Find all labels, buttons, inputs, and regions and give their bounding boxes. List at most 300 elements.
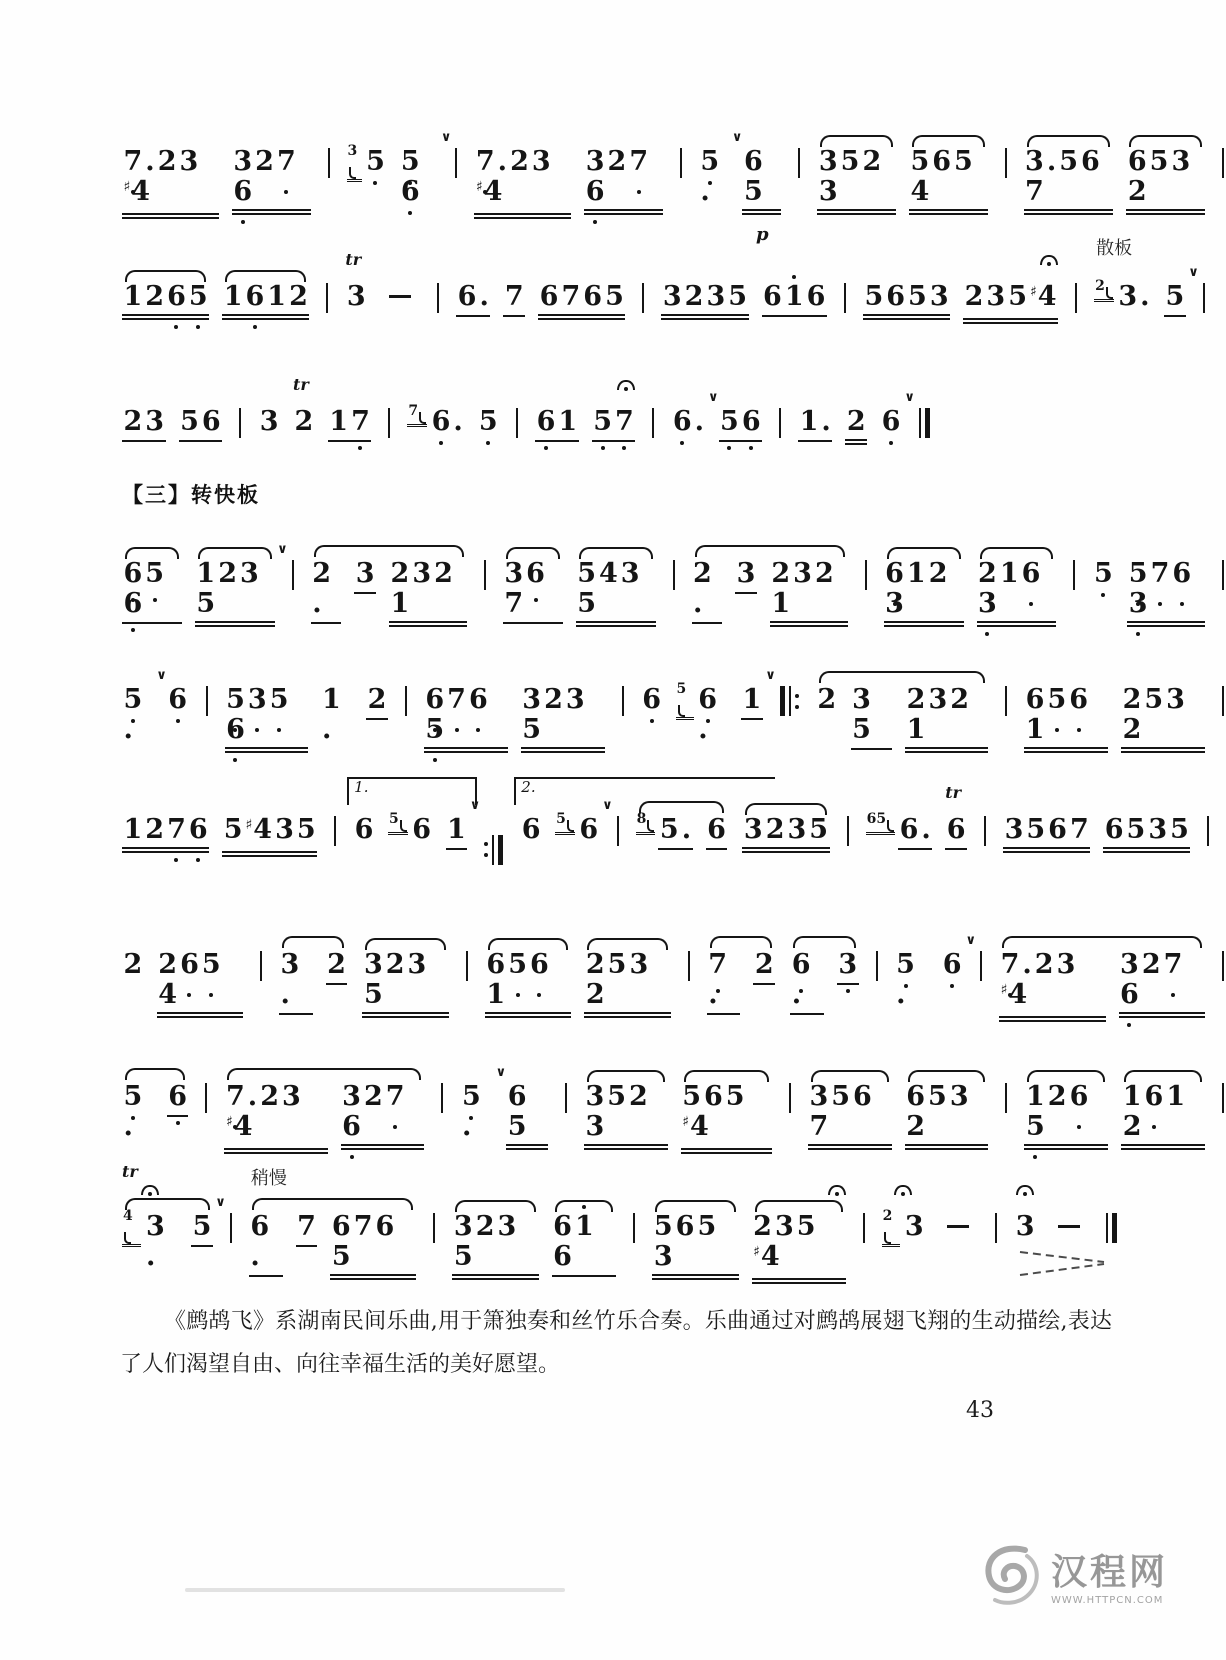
- note-digits: [1127, 559, 1205, 627]
- slur-arc: [125, 1068, 185, 1080]
- note-token: [279, 950, 313, 1015]
- barline: [686, 951, 692, 981]
- note-char: 3: [342, 1081, 361, 1112]
- note-char: 2: [145, 814, 165, 845]
- breath-mark: ∨: [904, 390, 915, 405]
- note-char: 7: [446, 685, 468, 715]
- grace-hook: [647, 820, 654, 832]
- note-token: [345, 250, 367, 312]
- note-digits: [321, 685, 354, 745]
- low-octave-dot: [1077, 1125, 1081, 1129]
- note-digits: [880, 407, 902, 437]
- note-char: 2: [385, 949, 405, 980]
- repeat-dot: [795, 694, 799, 698]
- barline: [787, 1083, 793, 1113]
- note-token: [191, 1195, 226, 1247]
- sharp-icon: ♯: [753, 1244, 760, 1260]
- low-octave-dot: [284, 190, 288, 194]
- note-char: .: [479, 281, 489, 312]
- note-token: [485, 950, 571, 1018]
- bar-thin: [617, 816, 619, 846]
- note-char: 6: [740, 407, 762, 437]
- barline: [403, 686, 409, 716]
- note-token: [762, 282, 827, 317]
- note-token: [503, 559, 563, 624]
- bar-thin: [437, 283, 439, 313]
- note-token: [636, 811, 693, 850]
- note-char: 3: [736, 558, 756, 589]
- note-token: [735, 559, 757, 594]
- measure-group: [224, 1082, 424, 1154]
- barline: [258, 951, 264, 981]
- note-char: 5: [607, 949, 627, 980]
- note-token: [122, 147, 219, 219]
- note-token: [851, 685, 893, 750]
- note-char: 5: [122, 1082, 144, 1112]
- note-char: 5: [1059, 146, 1079, 177]
- note-token: [157, 950, 243, 1018]
- note-char: 5: [910, 146, 930, 177]
- note-token: [122, 668, 167, 745]
- trill-mark: tr: [122, 1162, 138, 1181]
- dash-note: [389, 295, 411, 298]
- note-char: 2: [1141, 949, 1161, 980]
- repeat-dot: [795, 705, 799, 709]
- note-char: 5: [743, 176, 763, 207]
- note-token: [535, 407, 579, 442]
- sharp-icon: ♯: [475, 179, 483, 195]
- note-char: 3: [1148, 814, 1168, 845]
- note-char: ♯4: [753, 1241, 780, 1272]
- barline: [1220, 560, 1226, 590]
- measure-group: [692, 559, 848, 627]
- note-token: [1014, 1212, 1036, 1242]
- note-char: 5: [809, 814, 829, 845]
- note-token: [1126, 147, 1205, 215]
- barline: [514, 408, 520, 438]
- bar-thin: [789, 686, 791, 716]
- bar-thin: [1222, 686, 1224, 716]
- note-char: ♯4: [225, 1111, 253, 1142]
- slur-arc: [1002, 936, 1202, 948]
- note-digits: [538, 282, 625, 320]
- low-octave-dot: [1171, 993, 1175, 997]
- note-char: .: [123, 714, 133, 745]
- note-digits: [719, 407, 763, 442]
- grace-hook: [124, 1232, 131, 1244]
- barline: [439, 1083, 445, 1113]
- note-token: [817, 147, 896, 215]
- note-char: 6: [553, 1241, 572, 1272]
- note-char: ♯4: [1030, 281, 1057, 312]
- note-char: 4: [910, 176, 930, 207]
- note-char: 6: [707, 814, 726, 845]
- low-octave-dot: [196, 325, 200, 329]
- note-char: ♯4: [475, 176, 503, 207]
- note-digits: [790, 950, 824, 1015]
- note-char: 5: [507, 1111, 527, 1142]
- note-char: 1: [1122, 1081, 1142, 1112]
- barline: [678, 148, 684, 178]
- music-line-3: [122, 375, 932, 445]
- note-char: 3: [793, 558, 812, 589]
- note-char: 5: [399, 147, 421, 177]
- note-digits: [460, 1082, 493, 1142]
- measure-group: [1014, 1212, 1089, 1242]
- note-digits: [326, 950, 348, 985]
- note-char: 2: [312, 558, 332, 589]
- measure-group: [122, 407, 222, 442]
- bar-thick: [1112, 1213, 1117, 1243]
- note-token: [584, 1082, 668, 1150]
- note-char: 6: [704, 1081, 723, 1112]
- grace-hook: [887, 820, 894, 832]
- note-char: 3: [818, 176, 838, 207]
- note-char: 1: [799, 406, 819, 437]
- bar-thin: [980, 951, 982, 981]
- note-digits: [592, 407, 636, 442]
- note-token: [652, 1212, 738, 1280]
- note-char: 6: [412, 814, 431, 845]
- note-digits: [353, 815, 375, 845]
- bar-thin: [441, 1083, 443, 1113]
- bar-thin: [1073, 560, 1075, 590]
- note-char: 2: [629, 1081, 648, 1112]
- section-header: 【三】转快板: [122, 483, 260, 507]
- dash-note: [947, 1225, 969, 1228]
- barline: [863, 560, 869, 590]
- note-digits: [707, 950, 741, 1015]
- grace-note: 5: [676, 682, 694, 720]
- barline: [993, 1213, 999, 1243]
- note-digits: [641, 685, 663, 715]
- breath-mark: ∨: [1188, 265, 1199, 280]
- note-digits: [584, 147, 663, 215]
- note-char: 3: [280, 949, 300, 980]
- note-token: [446, 798, 481, 850]
- note-char: 3: [809, 1081, 829, 1112]
- measure-group: [1024, 147, 1205, 215]
- note-token: [122, 1162, 178, 1272]
- note-char: 3: [363, 949, 383, 980]
- measure-group: [1003, 815, 1190, 853]
- note-digits: [963, 282, 1058, 324]
- measure-group: [863, 282, 1058, 324]
- fermata-icon: [894, 1185, 912, 1195]
- measure-group: [311, 559, 467, 627]
- low-octave-dot: [1180, 602, 1184, 606]
- note-char: 1: [1025, 1081, 1045, 1112]
- slur-arc: [455, 1200, 535, 1212]
- note-char: 5: [653, 1211, 673, 1242]
- low-octave-dot: [889, 441, 893, 445]
- note-token: [474, 147, 571, 219]
- note-char: 5: [659, 814, 679, 845]
- note-digits: [157, 950, 243, 1018]
- bar-thin: [334, 816, 336, 846]
- note-token: [362, 950, 448, 1018]
- note-char: 3: [852, 684, 871, 715]
- barline: [482, 835, 505, 865]
- note-token: [741, 668, 776, 720]
- note-char: 2: [289, 281, 308, 312]
- bar-thin: [388, 408, 390, 438]
- note-token: [1003, 815, 1090, 853]
- note-char: 5: [728, 281, 748, 312]
- fermata-icon: [141, 1185, 159, 1195]
- note-char: .: [681, 814, 692, 845]
- note-char: .: [700, 176, 710, 207]
- note-digits: [249, 1212, 283, 1277]
- note-char: 6: [375, 1211, 395, 1242]
- note-char: 3: [1118, 281, 1138, 312]
- note-token: [866, 811, 933, 850]
- breath-mark: ∨: [965, 933, 977, 948]
- note-token: [506, 1082, 548, 1150]
- note-digits: [1003, 815, 1090, 853]
- low-octave-dot: [637, 190, 641, 194]
- note-token: [584, 950, 670, 1018]
- low-octave-dot: [153, 598, 157, 602]
- note-char: 2: [754, 949, 774, 980]
- low-octave-dot: [476, 728, 480, 732]
- repeat-dots: [484, 835, 488, 865]
- note-digits: [658, 815, 692, 850]
- low-octave-dot: [176, 719, 180, 723]
- note-char: 3: [787, 814, 807, 845]
- note-char: 5: [200, 950, 222, 980]
- note-digits: [661, 282, 748, 320]
- note-char: 6: [641, 685, 663, 715]
- barline: [1003, 1083, 1009, 1113]
- note-digits: [905, 1082, 989, 1150]
- note-token: [699, 130, 743, 207]
- note-token: [122, 282, 209, 320]
- fermata-icon: [1040, 255, 1058, 265]
- low-octave-dot: [277, 728, 281, 732]
- note-char: 2: [1122, 684, 1142, 715]
- note-char: 6: [535, 407, 557, 437]
- bar-thin: [492, 835, 494, 865]
- barline: [978, 951, 984, 981]
- grace-note: 2: [882, 1209, 901, 1247]
- note-char: .: [145, 146, 155, 177]
- note-char: 1: [123, 281, 143, 312]
- measure-group: [474, 147, 663, 219]
- low-octave-dot: [209, 993, 213, 997]
- barline: [620, 686, 626, 716]
- low-octave-dot: [1101, 593, 1105, 597]
- note-char: 5: [424, 715, 446, 745]
- note-char: 2: [390, 558, 410, 589]
- measure-group: [122, 668, 189, 745]
- note-char: 3: [565, 684, 585, 715]
- measure-group: [345, 250, 420, 312]
- low-octave-dot: [601, 446, 605, 450]
- note-char: 3: [653, 1241, 673, 1272]
- note-char: 5: [1170, 814, 1189, 845]
- note-token: [460, 1065, 507, 1142]
- note-token: [380, 282, 420, 312]
- note-token: [366, 685, 388, 720]
- barline: [290, 560, 296, 590]
- note-token: [311, 559, 342, 624]
- note-token: [179, 407, 223, 442]
- note-char: 3: [620, 558, 640, 589]
- note-token: [424, 685, 508, 753]
- slur-arc: [710, 936, 772, 948]
- bar-thin: [328, 148, 330, 178]
- note-digits: [122, 559, 182, 624]
- bar-thin: [1005, 148, 1007, 178]
- note-digits: [552, 1212, 617, 1277]
- note-char: .: [896, 979, 906, 1010]
- note-digits: [506, 1082, 548, 1150]
- note-char: .: [453, 406, 463, 437]
- note-digits: [905, 685, 988, 753]
- note-char: 6: [806, 281, 826, 312]
- note-char: 2: [158, 949, 178, 980]
- note-char: 1: [322, 684, 341, 715]
- measure-group: [798, 390, 915, 445]
- note-char: 4: [158, 979, 178, 1010]
- note-char: 5: [268, 685, 290, 715]
- note-char: .: [694, 406, 705, 437]
- low-octave-dot: [253, 325, 257, 329]
- note-char: 5: [577, 558, 596, 589]
- measure-group: [584, 1082, 772, 1154]
- note-char: 6: [424, 685, 446, 715]
- grace-hook: [1106, 287, 1113, 299]
- note-char: 2: [862, 146, 882, 177]
- note-char: 2: [510, 146, 529, 177]
- note-char: 7: [1069, 814, 1089, 845]
- note-char: 5: [122, 685, 144, 715]
- note-char: 6: [553, 1211, 572, 1242]
- bar-thin: [844, 283, 846, 313]
- note-char: 2: [544, 684, 563, 715]
- note-char: 7: [504, 281, 524, 312]
- measure-group: [122, 147, 311, 219]
- note-char: 5: [363, 979, 383, 1010]
- note-token: [1049, 1212, 1089, 1242]
- note-char: 2: [1122, 714, 1142, 745]
- note-char: 3: [531, 146, 551, 177]
- note-char: 2: [928, 558, 948, 589]
- note-digits: [938, 1212, 978, 1242]
- barline: [1220, 148, 1226, 178]
- note-char: 6: [906, 1081, 926, 1112]
- note-char: .: [461, 1111, 472, 1142]
- bar-thin: [798, 148, 800, 178]
- note-char: 7: [504, 588, 524, 619]
- slur-arc: [125, 270, 206, 282]
- note-token: [321, 685, 354, 745]
- note-char: 6: [1104, 814, 1124, 845]
- barline: [631, 1213, 637, 1243]
- barline: [796, 148, 802, 178]
- note-digits: [903, 1212, 925, 1242]
- low-octave-dot: [544, 446, 548, 450]
- note-token: [258, 407, 280, 437]
- music-line-1: [122, 130, 1226, 245]
- note-char: 5: [725, 1081, 745, 1112]
- note-digits: [225, 685, 308, 753]
- watermark-url: WWW.HTTPCN.COM: [1050, 1594, 1164, 1606]
- note-char: 1: [486, 979, 506, 1010]
- bar-thin: [1222, 560, 1224, 590]
- repeat-dots: [795, 686, 799, 716]
- note-char: 5: [187, 282, 209, 312]
- bar-thin: [865, 560, 867, 590]
- note-char: 5: [840, 146, 860, 177]
- bar-thin: [1106, 1213, 1108, 1243]
- note-char: 7: [166, 815, 188, 845]
- note-char: 5: [852, 714, 871, 745]
- note-digits: [293, 407, 315, 437]
- note-char: 6: [122, 559, 144, 589]
- slur-arc: [745, 803, 826, 815]
- note-char: 3: [904, 1211, 924, 1242]
- note-char: 7: [297, 1211, 316, 1242]
- note-token: [863, 282, 950, 320]
- bar-thin: [673, 560, 675, 590]
- measure-group: [1094, 238, 1199, 317]
- note-digits: [167, 1082, 189, 1117]
- low-octave-dot: [516, 993, 520, 997]
- note-digits: [735, 559, 757, 594]
- note-char: 7: [474, 147, 496, 177]
- note-digits: [430, 407, 464, 437]
- note-char: .: [921, 814, 931, 845]
- low-octave-dot: [176, 1121, 180, 1125]
- slur-arc: [587, 1070, 665, 1082]
- note-char: 6: [201, 406, 221, 437]
- note-digits: [1121, 1082, 1205, 1150]
- note-char: 5: [1024, 1112, 1046, 1142]
- measure-group: [122, 1162, 226, 1272]
- note-char: 3: [774, 1211, 794, 1242]
- note-char: 5: [928, 1081, 947, 1112]
- note-digits: [1014, 1212, 1036, 1242]
- note-token: [845, 407, 867, 445]
- low-octave-dot: [241, 220, 245, 224]
- note-char: 5: [180, 406, 199, 437]
- note-digits: [258, 407, 280, 437]
- note-token: [225, 685, 308, 753]
- watermark: [981, 1542, 1168, 1616]
- note-char: 2: [123, 949, 143, 980]
- slur-arc: [811, 1070, 889, 1082]
- note-char: 5: [453, 1241, 473, 1272]
- music-line-9: [122, 1162, 1226, 1284]
- note-char: 5: [605, 281, 624, 312]
- note-token: [790, 950, 824, 1015]
- note-char: 1: [1025, 714, 1045, 745]
- slur-arc: [887, 547, 961, 559]
- measure-group: [742, 815, 829, 853]
- measure-group: [258, 375, 371, 442]
- note-char: 6: [1143, 1082, 1165, 1112]
- barline: [324, 283, 330, 313]
- note-token: [945, 783, 967, 850]
- note-digits: [365, 147, 387, 177]
- note-digits: [222, 282, 309, 320]
- barline: [777, 408, 783, 438]
- low-octave-dot: [187, 993, 191, 997]
- low-octave-dot: [373, 181, 377, 185]
- low-octave-dot: [534, 598, 538, 602]
